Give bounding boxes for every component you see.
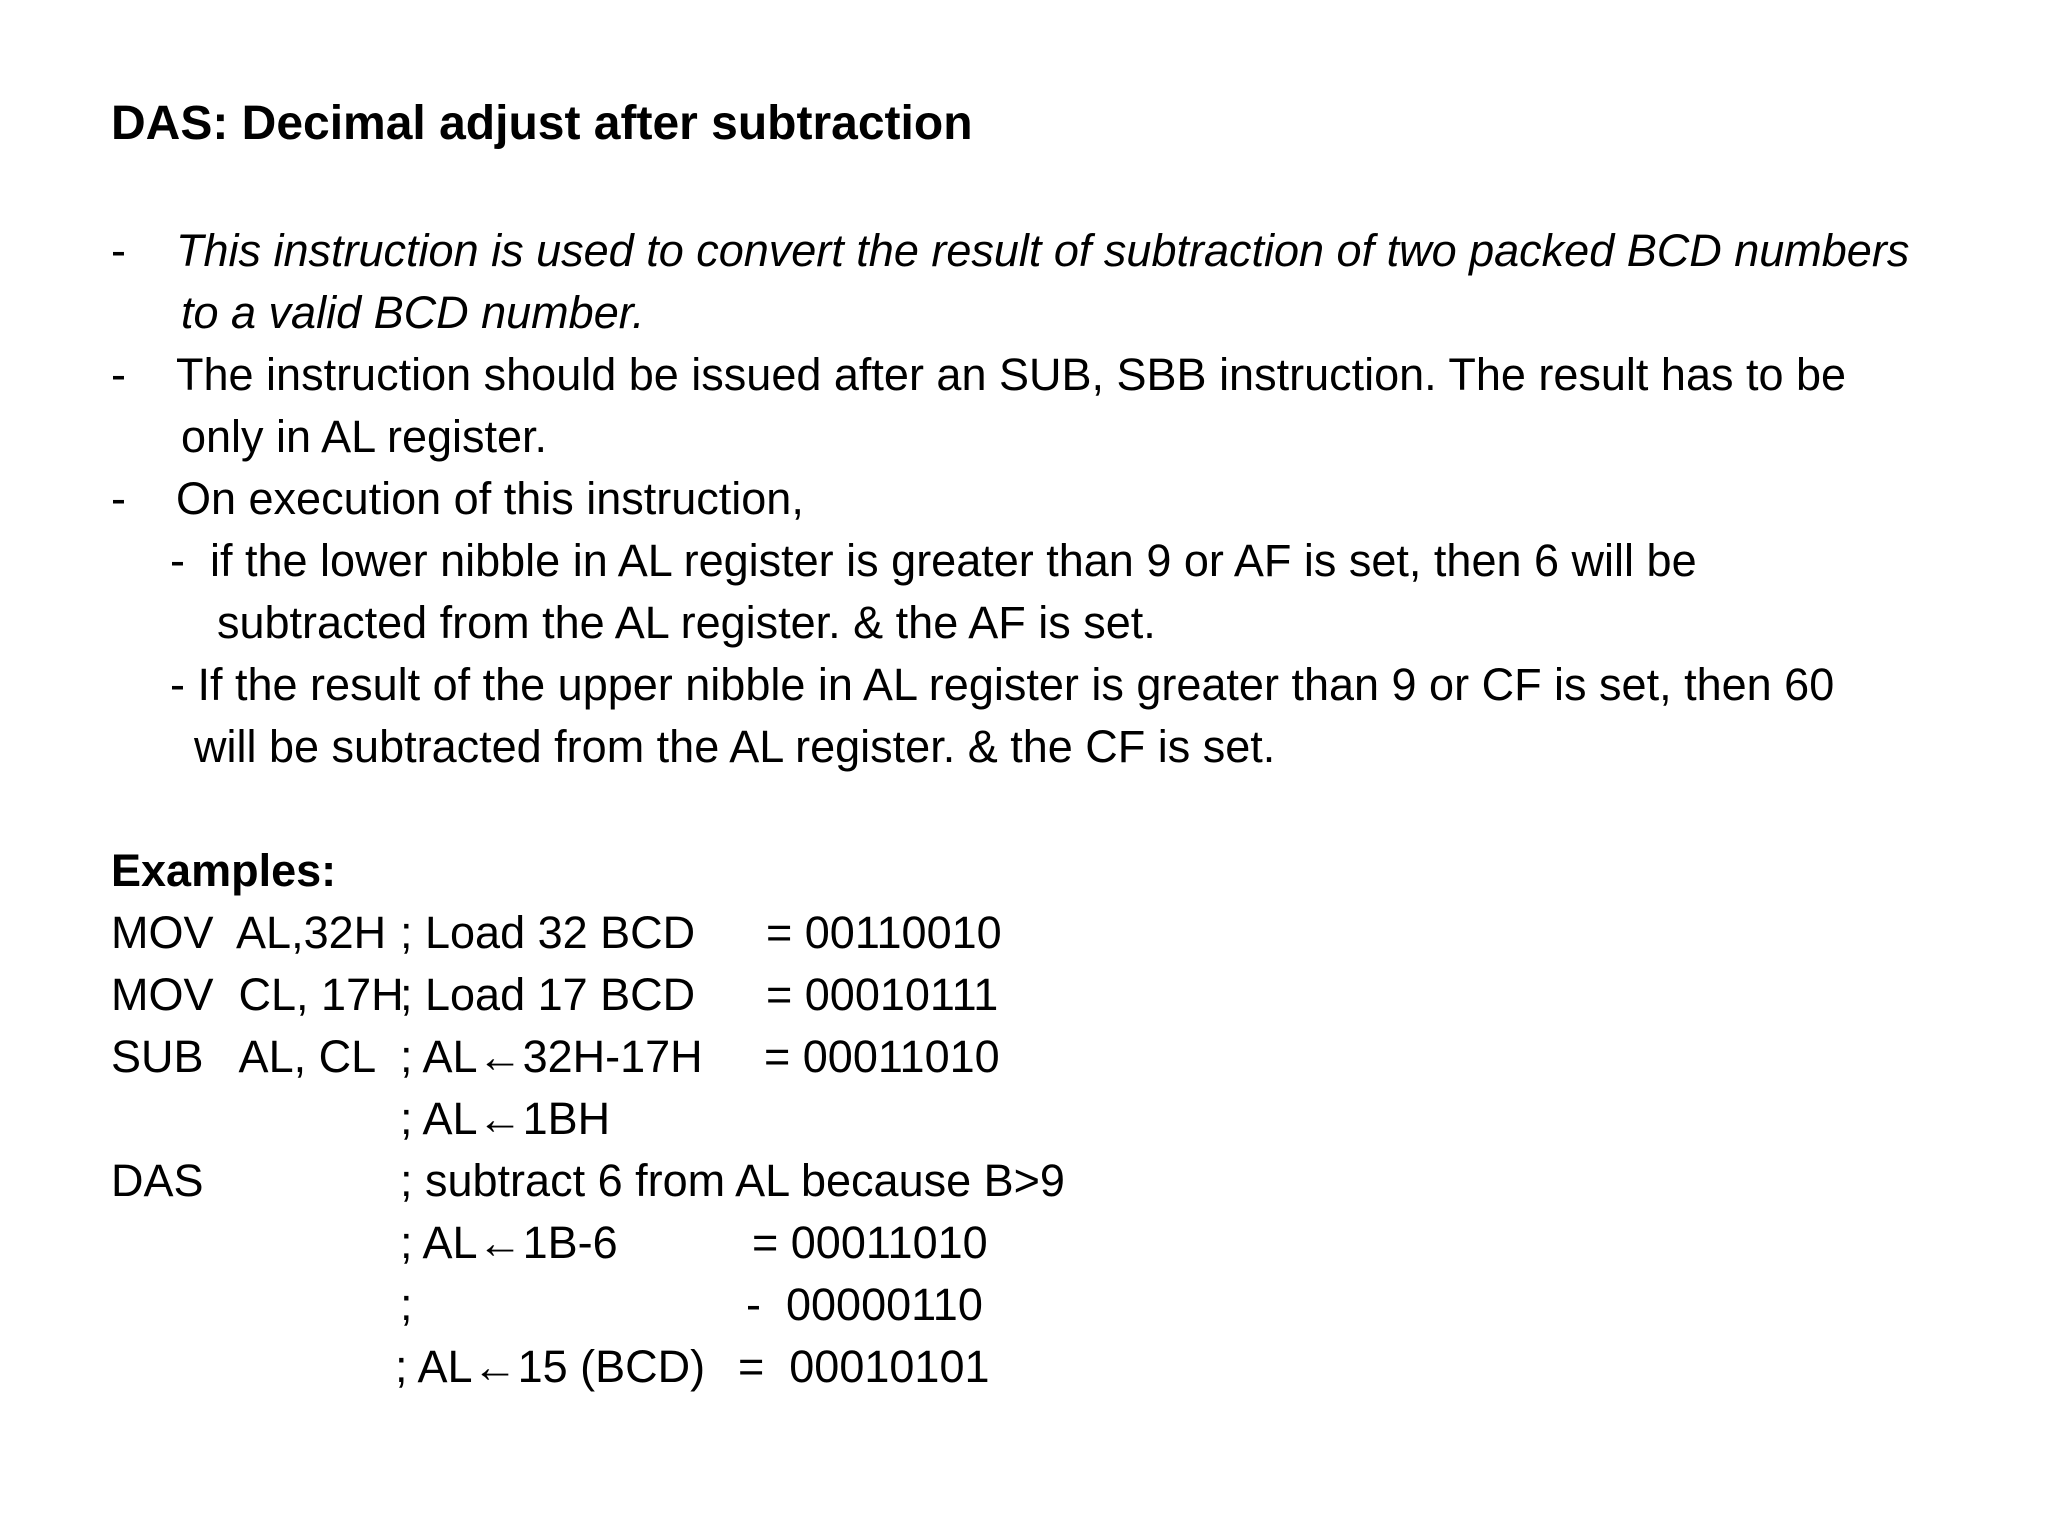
bullet-text-continued: only in AL register. [181,411,548,462]
code-comment: ; subtract 6 from AL because B>9 [400,1155,1065,1206]
code-value: = 00010101 [738,1341,990,1392]
code-value: - 00000110 [746,1279,983,1330]
code-value: = 00010111 [766,969,999,1020]
sub-bullet-text: - If the result of the upper nibble in AL register is greater than 9 or CF is set, then 60 [170,659,1835,710]
code-value: = 00011010 [764,1031,1000,1082]
code-value: = 00110010 [766,907,1002,958]
bullet-text: This instruction is used to convert the result of subtraction of two packed BCD numbers [176,225,1910,276]
code-comment: ; [400,1279,413,1330]
bullet-text: The instruction should be issued after an SUB, SBB instruction. The result has to be [176,349,1847,400]
code-comment: ; AL←1BH [400,1093,611,1144]
code-instruction: SUB AL, CL [111,1031,377,1082]
examples-heading: Examples: [111,845,337,896]
code-instruction: MOV AL,32H [111,907,387,958]
bullet-dash: - [111,473,126,524]
bullet-dash: - [111,225,126,276]
bullet-text: On execution of this instruction, [176,473,804,524]
code-value: = 00011010 [752,1217,988,1268]
sub-bullet-text: - if the lower nibble in AL register is greater than 9 or AF is set, then 6 will be [170,535,1697,586]
code-comment: ; Load 17 BCD [400,969,696,1020]
bullet-text-continued: to a valid BCD number. [181,287,645,338]
sub-bullet-text-continued: subtracted from the AL register. & the AF is set. [217,597,1156,648]
bullet-dash: - [111,349,126,400]
code-comment: ; Load 32 BCD [400,907,696,958]
slide-title: DAS: Decimal adjust after subtraction [111,97,973,150]
code-comment: ; AL←15 (BCD) [395,1341,706,1392]
sub-bullet-text-continued: will be subtracted from the AL register. & the CF is set. [194,721,1276,772]
code-instruction: MOV CL, 17H [111,969,404,1020]
code-instruction: DAS [111,1155,204,1206]
code-comment: ; AL←1B-6 [400,1217,618,1268]
code-comment: ; AL←32H-17H [400,1031,703,1082]
